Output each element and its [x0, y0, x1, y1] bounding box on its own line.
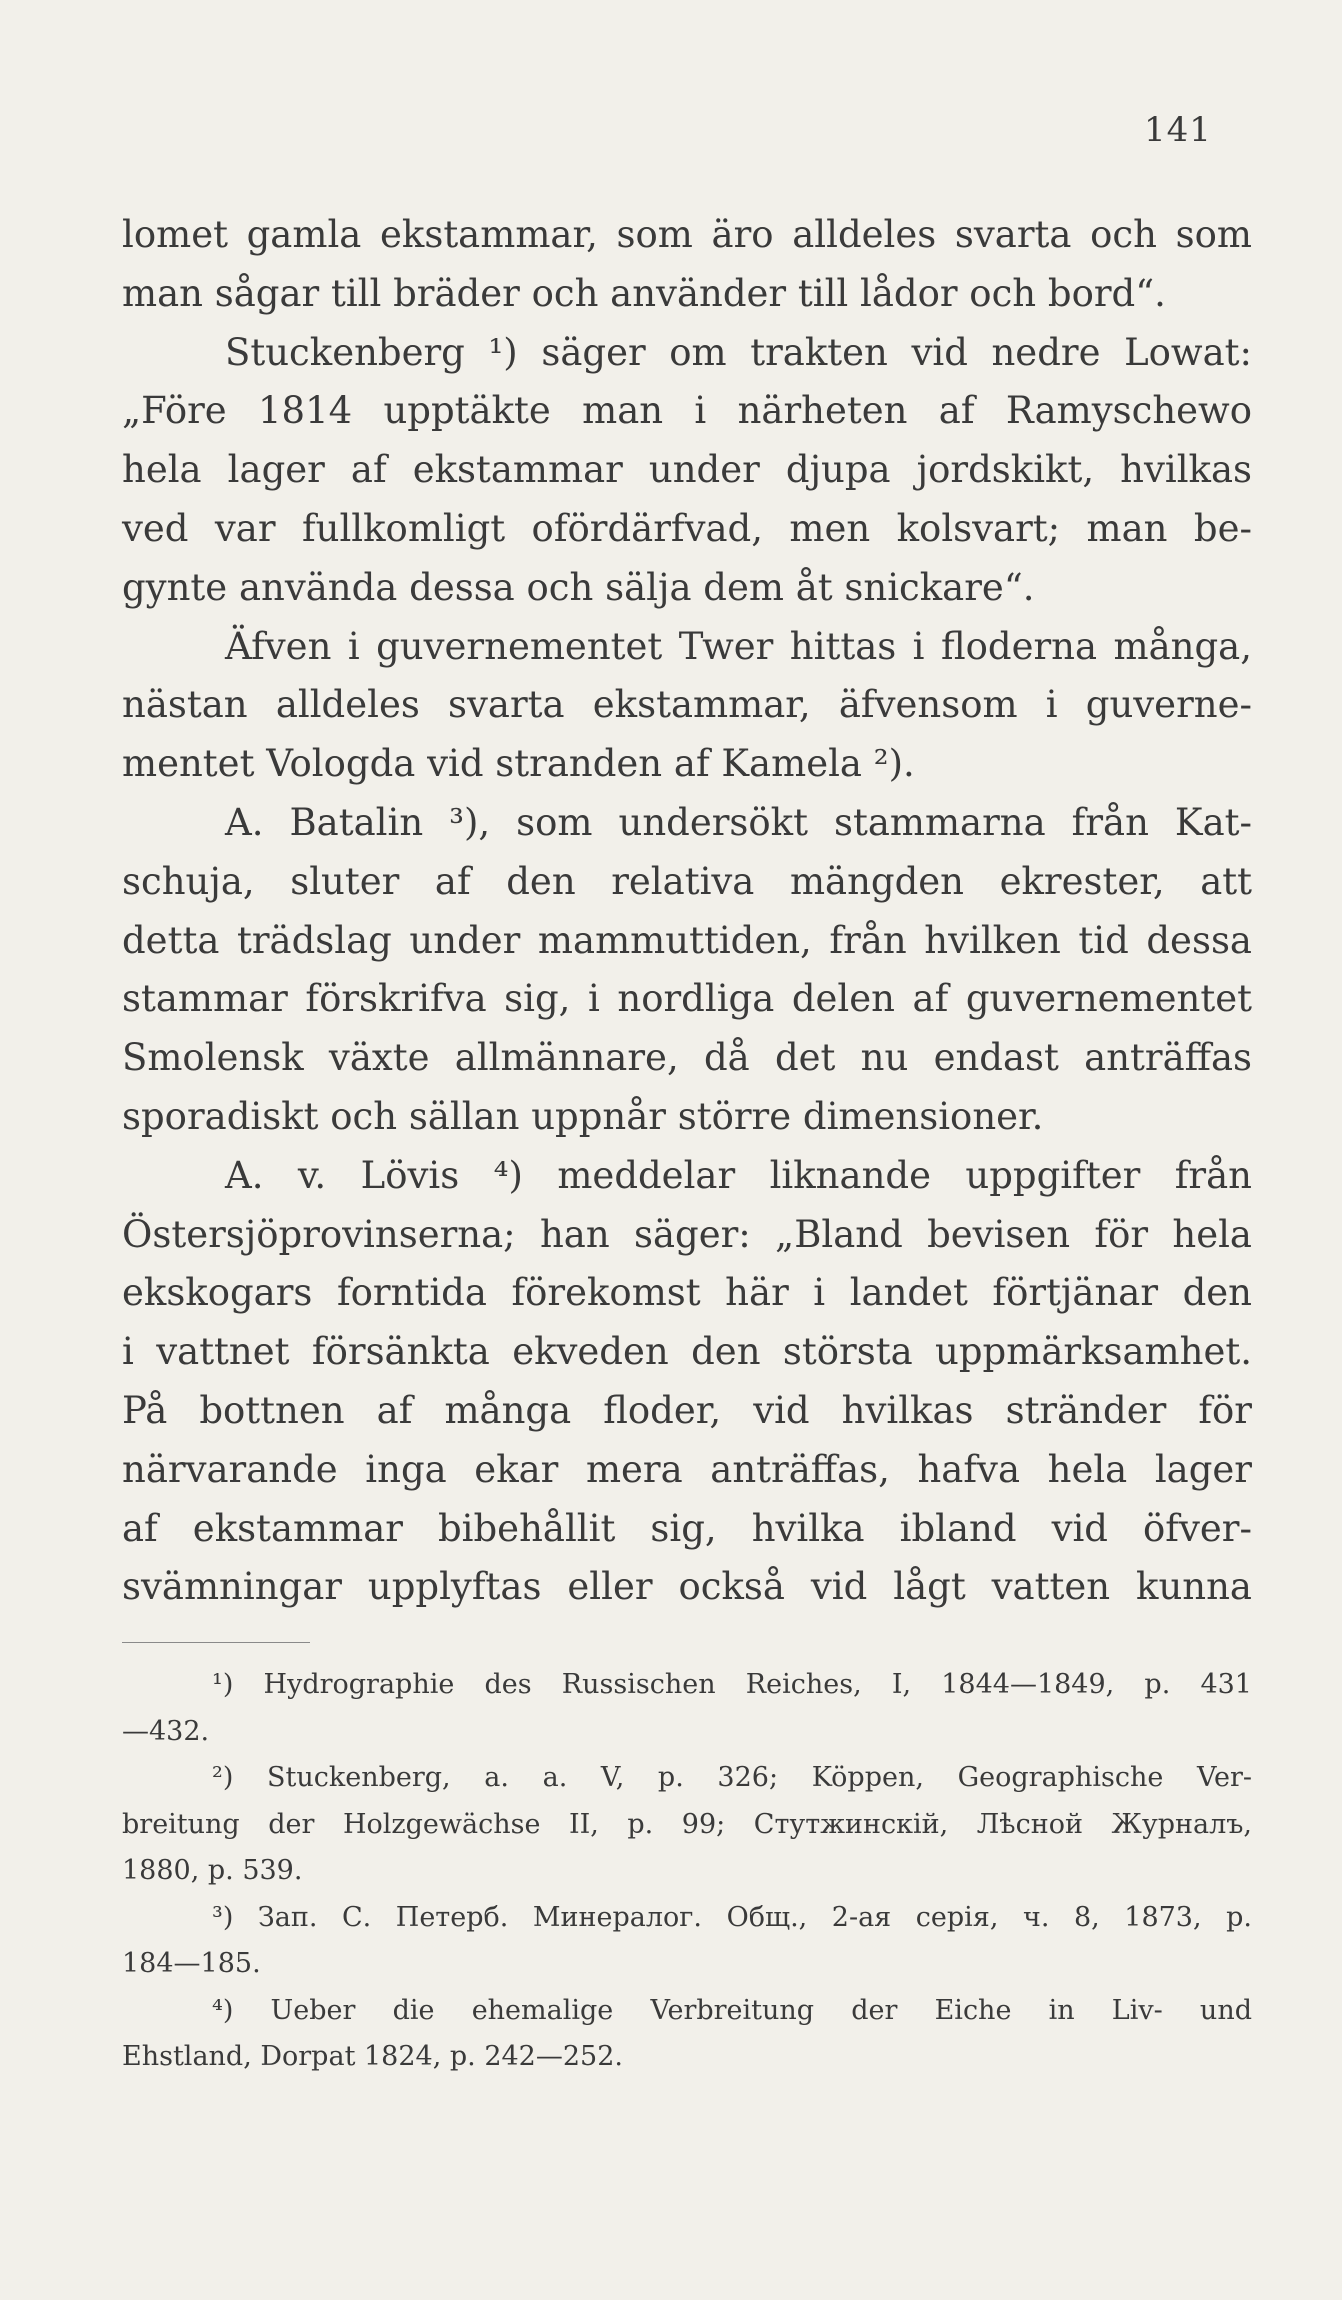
text-line: A. Batalin ³), som undersökt stammarna från Kat- [225, 800, 1252, 844]
text-line: ved var fullkomligt ofördärfvad, men kolsvart; man be- [122, 506, 1252, 550]
text-line: Stuckenberg ¹) säger om trakten vid nedre Lowat: [225, 330, 1252, 374]
footnote-line: Ehstland, Dorpat 1824, p. 242—252. [122, 2041, 623, 2072]
text-line: närvarande inga ekar mera anträffas, hafva hela lager [122, 1447, 1252, 1491]
footnote-line: —432. [122, 1715, 210, 1747]
footnote-line: ²) Stuckenberg, a. a. V, p. 326; Köppen, Geographische Ver- [212, 1762, 1252, 1793]
footnote-line: 184—185. [122, 1948, 261, 1979]
text-line: schuja, sluter af den relativa mängden ekrester, att [122, 859, 1252, 903]
footnote-line: breitung der Holzgewächse II, p. 99; Стутжинскій, Лѣсной Журналъ, [122, 1808, 1252, 1840]
text-line: detta trädslag under mammuttiden, från hvilken tid dessa [122, 918, 1252, 962]
body-text [122, 206, 1252, 1617]
text-line: Äfven i guvernementet Twer hittas i floderna många, [225, 624, 1252, 668]
page-number: 141 [1144, 110, 1212, 150]
text-line: ekskogars forntida förekomst här i landet förtjänar den [122, 1271, 1252, 1315]
footnotes [122, 1662, 1252, 2081]
text-line: „Före 1814 upptäkte man i närheten af Ramyschewo [122, 389, 1252, 433]
text-line: mentet Vologda vid stranden af Kamela ²). [122, 742, 915, 786]
text-line: stammar förskrifva sig, i nordliga delen af guvernementet [122, 977, 1252, 1021]
text-line: nästan alldeles svarta ekstammar, äfvensom i guverne- [122, 683, 1252, 727]
text-line: i vattnet försänkta ekveden den största uppmärksamhet. [122, 1330, 1252, 1374]
footnote-line: ⁴) Ueber die ehemalige Verbreitung der Eiche in Liv- und [212, 1994, 1252, 2026]
footnote-line: 1880, p. 539. [122, 1855, 303, 1886]
footnote-line: ³) Зап. С. Петерб. Минералог. Общ., 2-ая серія, ч. 8, 1873, p. [212, 1901, 1252, 1933]
text-line: af ekstammar bibehållit sig, hvilka ibland vid öfver- [122, 1506, 1252, 1550]
text-line: Östersjöprovinserna; han säger: „Bland bevisen för hela [122, 1212, 1252, 1256]
text-line: Smolensk växte allmännare, då det nu endast anträffas [122, 1036, 1252, 1080]
text-line: A. v. Lövis ⁴) meddelar liknande uppgifter från [225, 1153, 1252, 1197]
footnote-rule [122, 1642, 310, 1643]
text-line: gynte använda dessa och sälja dem åt snickare“. [122, 565, 1035, 609]
text-line: På bottnen af många floder, vid hvilkas stränder för [122, 1388, 1252, 1432]
text-line: hela lager af ekstammar under djupa jordskikt, hvilkas [122, 448, 1252, 492]
text-line: lomet gamla ekstammar, som äro alldeles svarta och som [122, 213, 1252, 256]
footnote-line: ¹) Hydrographie des Russischen Reiches, I, 1844—1849, p. 431 [212, 1669, 1252, 1700]
text-line: svämningar upplyftas eller också vid lågt vatten kunna [122, 1565, 1252, 1609]
text-line: man sågar till bräder och använder till lådor och bord“. [122, 271, 1166, 315]
text-line: sporadiskt och sällan uppnår större dimensioner. [122, 1094, 1044, 1138]
